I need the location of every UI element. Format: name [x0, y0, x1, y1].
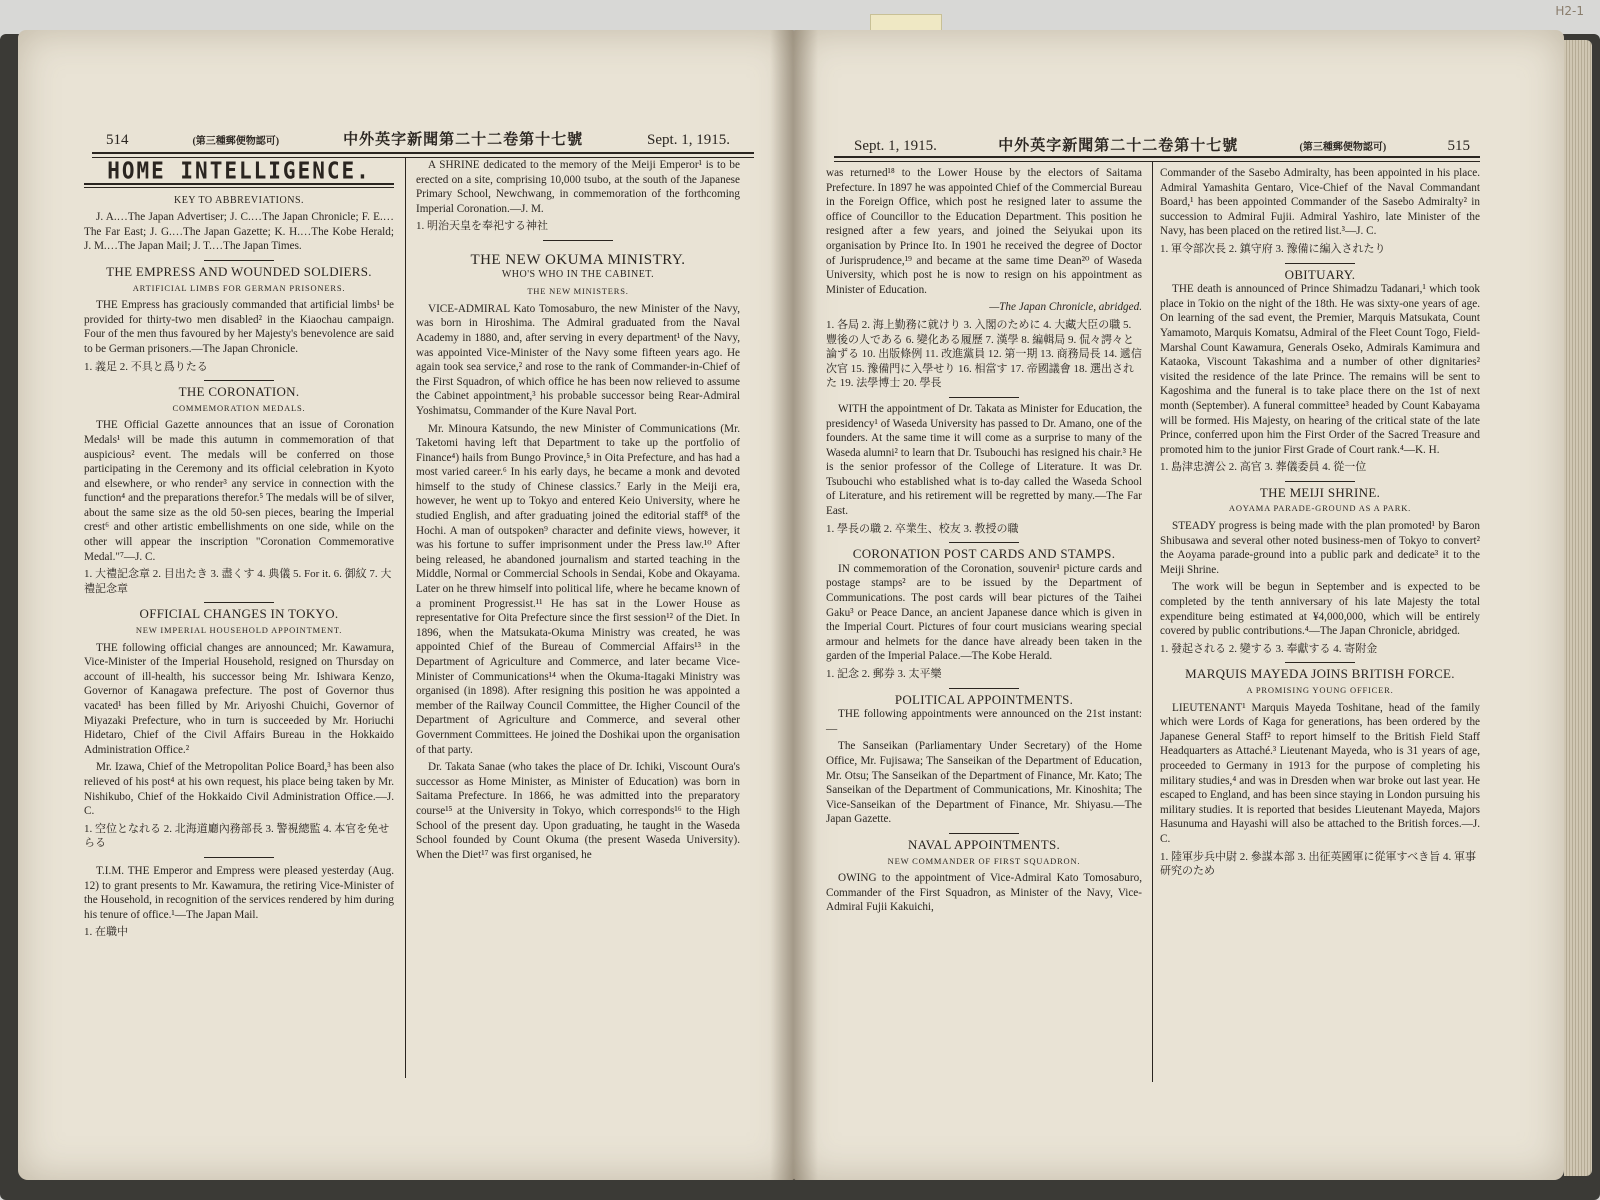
footnotes: 1. 發起される 2. 變する 3. 奉獻する 4. 寄附金	[1160, 642, 1378, 655]
article-heading: NAVAL APPOINTMENTS.	[907, 836, 1061, 852]
article-text: Dr. Takata Sanae (who takes the place of Dr. Ichiki, Viscount Oura's successor as Home Minister, as Minister of Education) was born in Saitama Prefecture. In 1866, he was admitted into the preparatory course¹⁵ at the University in Tokyo, which corresponds¹⁶ to the High School of the present day. Upon graduating, he taught in the Waseda School founded by Count Okuma (the present Waseda University). When the Diet¹⁷ was first organised, he	[416, 761, 740, 861]
footnotes: 1. 空位となれる 2. 北海道廳內務部長 3. 警視總監 4. 本官を免せらる	[84, 822, 390, 850]
column-divider	[405, 158, 406, 1078]
article-heading: POLITICAL APPOINTMENTS.	[894, 691, 1074, 707]
article-text: T.I.M. THE Emperor and Empress were pleased yesterday (Aug. 12) to grant presents to Mr. Kawamura, the retiring Vice-Minister of the Household, in recognition of the services rendered by him during his tenure of office.¹—The Japan Mail.	[84, 864, 394, 921]
page-edges	[1564, 40, 1592, 1176]
article-source: —The Japan Chronicle, abridged.	[989, 301, 1142, 314]
page-number: 515	[1447, 138, 1470, 154]
article-heading: THE EMPRESS AND WOUNDED SOLDIERS.	[106, 263, 372, 279]
footnotes: 1. 在職中	[84, 926, 128, 939]
article-heading: THE MEIJI SHRINE.	[1259, 484, 1381, 500]
postal-note: (第三種郵便物認可)	[1299, 142, 1387, 153]
footnotes: 1. 陸軍步兵中尉 2. 參謀本部 3. 出征英國軍に從軍すべき旨 4. 軍事研究のため	[1160, 850, 1477, 878]
right-column-1	[826, 166, 1142, 918]
article-subheading: A PROMISING YOUNG OFFICER.	[1246, 685, 1394, 695]
article-text: Mr. Minoura Katsundo, the new Minister of Communications (Mr. Taketomi having left that Department to take up the portfolio of Finance⁴) hails from Bungo Province,⁵ in Oita Prefecture, and has had a most varied career.⁶ In his early days, he became a monk and devoted himself to the study of Chinese classics.⁷ Early in the Meiji era, however, he went up to Tokyo and entered Keio University, where he studied English, and after graduating joined the editorial staff⁸ of the Hochi. A man of outspoken⁹ character and definite views, however, it was his fortune to suffer imprisonment under the Press law.¹⁰ After being released, he abandoned journalism and started teaching in the Middle, Normal or Commercial Schools in Sendai, Kobe and Okayama. Later on he threw himself into political life, where he became known of a prominent Progressist.¹¹ He has sat in the Lower House as representative for Oita Prefecture since the first session¹² of the Diet. In 1896, when the Matsukata-Okuma Ministry was created, he was appointed Chief of the Bureau of Commercial Affairs¹³ in the Department of Agriculture and Commerce, and later became Vice-Minister of Communications¹⁴ when the Okuma-Itagaki Ministry was organised (in 1898). After resigning this position he was appointed a member of the Railway Council Committee, the Higher Council of the Department of Agriculture and Commerce, and several other Government Committees. He joined the Doshikai upon the organisation of that party.	[416, 422, 740, 756]
left-page-header	[106, 128, 730, 149]
article-text: IN commemoration of the Coronation, souvenir¹ picture cards and postage stamps² are to be issued by the Department of Communications. The post cards will bear pictures of the Taihei Gaku³ or Peace Dance, an ancient Japanese dance which is given in the Imperial Court. Pictures of four court musicians wearing special armour and helmets for the dance have already been taken in the garden of the Imperial Palace.—The Kobe Herald.	[826, 562, 1142, 663]
article-heading: MARQUIS MAYEDA JOINS BRITISH FORCE.	[1185, 666, 1455, 682]
book-gutter	[770, 30, 818, 1180]
newspaper-title: 中外英字新聞第二十二卷第十七號	[998, 138, 1239, 154]
left-page	[18, 30, 794, 1180]
footnotes: 1. 軍令部次長 2. 鎮守府 3. 豫備に編入されたり	[1160, 242, 1386, 255]
article-text: THE following official changes are announced; Mr. Kawamura, Vice-Minister of the Imperial Household, resigned on Thursday on account of ill-health, his successor being Mr. Ishiwara Kenzo, Governor of Kanagawa prefecture. The post of Governor thus vacated¹ has been filled by Mr. Ariyoshi Chuichi, Governor of Miyazaki Prefecture, who in turn is succeeded by Mr. Horiuchi Hidetaro, Chief of the Civil Affairs Bureau in the Hokkaido Administration Office.²	[84, 641, 394, 756]
footnotes: 1. 島津忠濟公 2. 高官 3. 葬儀委員 4. 從一位	[1160, 461, 1367, 474]
article-heading: THE CORONATION.	[178, 384, 300, 400]
article-heading: OFFICIAL CHANGES IN TOKYO.	[139, 606, 339, 622]
article-text: LIEUTENANT¹ Marquis Mayeda Toshitane, head of the family which were Lords of Kaga for generations, has been ordered by the Japanese General Staff² to report himself to the British Field Staff Headquarters as Attaché.³ Lieutenant Mayeda, who is 31 years of age, proceeded to Germany in 1913 for the purpose of completing his military studies,⁴ and was in Dresden when war broke out last year. He escaped to England, and has been since staying in London pursuing his military studies. It is reported that besides Lieutenant Mayeda, Majors Hasunuma and Hayashi will also be attached to the British forces.—J. C.	[1160, 701, 1480, 845]
article-text: WITH the appointment of Dr. Takata as Minister for Education, the presidency¹ of Waseda University has passed to Dr. Amano, one of the founders. At the same time it will come as a surprise to many of the Waseda alumni² to learn that Dr. Tsubouchi has resigned his chair.³ He is the senior professor of the College of Literature. It was Dr. Tsubouchi who established what is to-day called the Waseda School of Literature, and his retirement will be regretted by many.—The Far East.	[826, 402, 1142, 518]
article-text: THE following appointments were announced on the 21st instant:—	[826, 708, 1142, 735]
header-rule	[834, 156, 1480, 162]
article-text: The work will be begun in September and is expected to be completed by the tenth anniversary of his late Majesty the total expenditure being estimated at ¥4,000,000, which will be entirely covered by public contributions.⁴—The Japan Chronicle, abridged.	[1160, 581, 1480, 638]
left-column-2	[416, 158, 740, 865]
right-column-2	[1160, 166, 1480, 882]
article-heading: THE NEW OKUMA MINISTRY.	[470, 251, 686, 268]
footnotes: 1. 記念 2. 郵券 3. 太平樂	[826, 668, 942, 680]
abbrev-text: J. A.…The Japan Advertiser; J. C.…The Japan Chronicle; F. E.…The Far East; J. G.…The Japan Gazette; K. H.…The Kobe Herald; J. M.…The Japan Mail; J. T.…The Japan Times.	[84, 211, 394, 253]
footnotes: 1. 明治天皇を奉祀する神社	[416, 220, 548, 233]
article-heading: OBITUARY.	[1284, 266, 1356, 282]
article-subheading: ARTIFICIAL LIMBS FOR GERMAN PRISONERS.	[132, 282, 346, 293]
article-text: STEADY progress is being made with the plan promoted¹ by Baron Shibusawa and several other noted business-men of Tokyo to convert² the Aoyama parade-ground into a public park and dedicate³ it to the Meiji Shrine.	[1160, 520, 1480, 576]
footnotes: 1. 大禮記念章 2. 目出たき 3. 盡くす 4. 典儀 5. For it. 6. 御紋 7. 大禮記念章	[84, 568, 392, 595]
article-subheading: NEW IMPERIAL HOUSEHOLD APPOINTMENT.	[135, 625, 343, 636]
issue-date: Sept. 1, 1915.	[647, 132, 730, 148]
margin-note: H2-1	[1555, 4, 1584, 18]
footnotes: 1. 各局 2. 海上勤務に就けり 3. 入閣のために 4. 大藏大臣の職 5. 豐後の人である 6. 變化ある履歷 7. 漢學 8. 編輯局 9. 侃々諤々と論ずる 10. 出版條例 11. 改進黨員 12. 第一期 13. 商務局長 14. 遞信次官 15. 豫備門に入學せり 16. 相當す 17. 帝國議會 18. 選出された 19. 法學博士 20. 學長	[826, 318, 1142, 390]
article-text: A SHRINE dedicated to the memory of the Meiji Emperor¹ is to be erected on a site, comprising 10,000 tsubo, at the south of the Japanese Primary School, Newchwang, in commemoration of the forthcoming Imperial Coronation.—J. M.	[416, 159, 740, 215]
article-subheading: WHO'S WHO IN THE CABINET.	[501, 268, 655, 280]
left-column-1	[84, 157, 394, 943]
article-subheading: THE NEW MINISTERS.	[527, 286, 629, 297]
article-text: THE Official Gazette announces that an issue of Coronation Medals¹ will be made this autumn in commemoration of that auspicious² event. The medals will be conferred on those participating in the Ceremony and its official celebration in Kyoto and elsewhere, or who render³ any service in connection with the function⁴ and the preparations therefor.⁵ The medals will be of silver, about the same size as the old 50-sen pieces, bearing the Imperial crest⁶ and other artistic embellishments on one side, while on the other will appear the inscription "Coronation Commemorative Medal."⁷—J. C.	[84, 419, 394, 563]
article-subheading: NEW COMMANDER OF FIRST SQUADRON.	[887, 855, 1081, 866]
page-number: 514	[106, 132, 129, 148]
article-text: was returned¹⁸ to the Lower House by the electors of Saitama Prefecture. In 1897 he was appointed Chief of the Commercial Bureau in the Foreign Office, which post he resigned later to assume the office of Councillor to the Education Department. This position he resigned after a few years, and joined the Seiyukai upon its organisation by Prince Ito. In 1901 he received the degree of Doctor of Jurisprudence,¹⁹ and became at the same time Dean²⁰ of Waseda University, which post he is now to resign on his appointment as Minister of Education.	[826, 167, 1142, 296]
article-text: OWING to the appointment of Vice-Admiral Kato Tomosaburo, Commander of the First Squadron, as Minister of the Navy, Vice-Admiral Fujii Kakuichi,	[826, 872, 1142, 914]
article-text: Mr. Izawa, Chief of the Metropolitan Police Board,³ has been also relieved of his post⁴ at his own request, his place being taken by Mr. Nishikubo, Chief of the Hokkaido Civil Administration Office.—J. C.	[84, 761, 394, 818]
issue-date: Sept. 1, 1915.	[854, 138, 937, 154]
article-text: VICE-ADMIRAL Kato Tomosaburo, the new Minister of the Navy, was born in Hiroshima. The Admiral graduated from the Naval Academy in 1880, and, after serving in every department¹ of the Navy, was appointed Vice-Minister of the Navy some fifteen years ago. He again took sea service,² and rose to the rank of Commander-in-Chief of the First Squadron, of which office he has been now relieved to assume the Cabinet appointment,³ his probable successor being Rear-Admiral Yoshimatsu, Commander of the Kure Naval Port.	[416, 302, 740, 417]
article-text: Commander of the Sasebo Admiralty, has been appointed in his place. Admiral Yamashita Gentaro, Vice-Chief of the Naval Commandant Board,¹ has been appointed Commander of the Sasebo Admiralty² in succession to Admiral Fujii. Admiral Yashiro, late Minister of the Navy, has been placed on the retired list.³—J. C.	[1160, 167, 1480, 238]
right-page-header	[854, 134, 1470, 155]
abbrev-heading: KEY TO ABBREVIATIONS.	[173, 194, 305, 206]
article-subheading: COMMEMORATION MEDALS.	[172, 402, 306, 413]
article-text: THE death is announced of Prince Shimadzu Tadanari,¹ which took place in Tokio on the night of the 18th. He was sixty-one years of age. On learning of the sad event, the Premier, Marquis Matsukata, Count Yamamoto, Marquis Komatsu, Admiral of the Fleet Count Togo, Field-Marshal Count Kawamura, Generals Oseko, Admirals Kamimura and Kataoka, Viscount Takashima and a number of other dignitaries² visited the residence of the late Prince. The remains will be sent to Kagoshima and the funeral is to take place there on the 1st of next month (September). A funeral committee³ headed by Count Kabayama will be formed. His Majesty, on hearing of the critical state of the late Prince, conferred upon him the First Order of the Sacred Treasure and promoted him to the junior First Grade of Court rank.⁴—K. H.	[1160, 283, 1480, 456]
article-text: THE Empress has graciously commanded that artificial limbs¹ be provided for thirty-two men disabled² in the Kiaochau campaign. Four of the men thus favoured by her Majesty's benevolence are said to be German prisoners.—The Japan Chronicle.	[84, 299, 394, 355]
column-divider	[1152, 162, 1153, 1082]
section-title: HOME INTELLIGENCE.	[107, 157, 371, 185]
postal-note: (第三種郵便物認可)	[192, 136, 280, 147]
newspaper-title: 中外英字新聞第二十二卷第十七號	[343, 132, 584, 148]
article-heading: CORONATION POST CARDS AND STAMPS.	[852, 546, 1116, 562]
article-subheading: AOYAMA PARADE-GROUND AS A PARK.	[1228, 503, 1412, 514]
right-page	[794, 30, 1564, 1180]
article-text: The Sanseikan (Parliamentary Under Secretary) of the Home Office, Mr. Fujisawa; The Sanseikan of the Department of Education, Mr. Otsu; The Sanseikan of the Department of Finance, Mr. Kato; The Sanseikan of the Department of Communications, Mr. Kinoshita; The Vice-Sanseikan of the Department of Finance, Mr. Shiyasu.—The Japan Gazette.	[826, 740, 1142, 826]
footnotes: 1. 義足 2. 不具と爲りたる	[84, 360, 208, 373]
footnotes: 1. 學長の職 2. 卒業生、校友 3. 教授の職	[826, 522, 1019, 535]
